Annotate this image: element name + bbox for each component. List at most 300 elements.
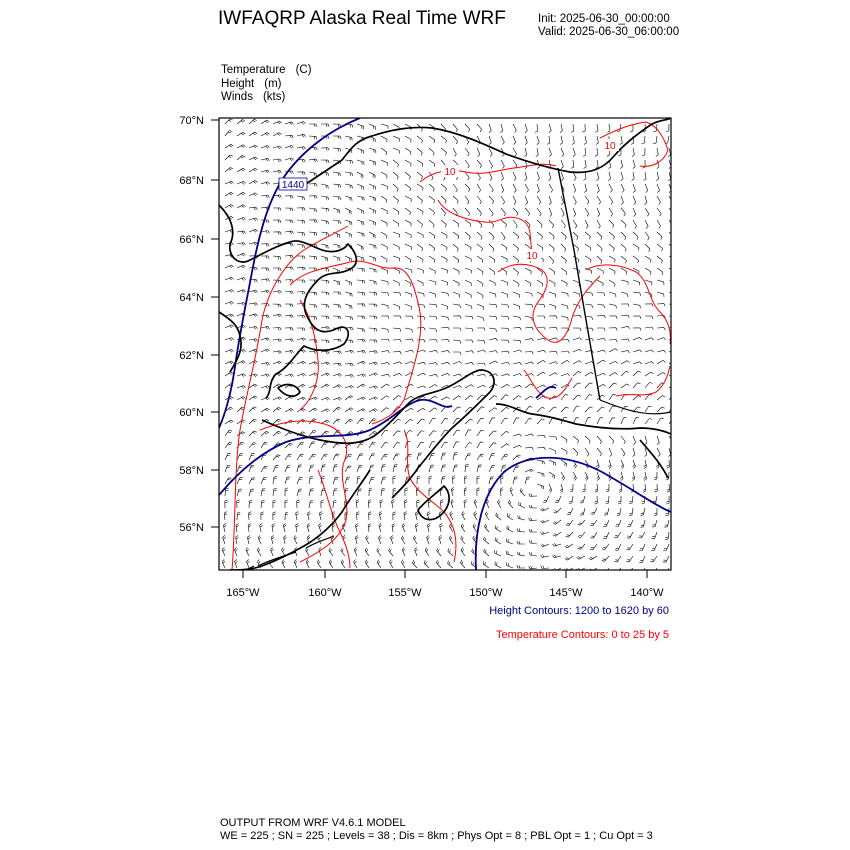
wind-barb xyxy=(369,232,375,238)
wind-barb xyxy=(369,328,377,331)
wind-barb xyxy=(357,397,366,400)
wind-barb xyxy=(429,408,437,412)
wind-barb xyxy=(369,220,376,225)
wind-barb xyxy=(489,443,496,448)
wind-barb xyxy=(405,256,411,263)
wind-barb xyxy=(225,144,233,148)
wind-barb xyxy=(441,292,449,296)
wind-barb xyxy=(369,148,376,153)
wind-barb xyxy=(525,469,534,472)
wind-barb xyxy=(285,443,293,448)
wind-barb xyxy=(465,328,473,331)
wind-barb xyxy=(309,124,317,127)
wind-barb xyxy=(633,160,635,169)
wind-barb xyxy=(489,477,494,484)
wind-barb xyxy=(477,407,484,412)
wind-barb xyxy=(652,532,657,539)
wind-barb xyxy=(477,476,480,484)
wind-barb xyxy=(513,292,520,298)
wind-barb xyxy=(596,136,599,145)
wind-barb xyxy=(517,541,525,544)
wind-barb xyxy=(309,430,316,436)
wind-barb xyxy=(377,548,381,556)
wind-barb xyxy=(309,196,317,199)
wind-barb xyxy=(642,160,645,168)
wind-barb xyxy=(561,256,566,263)
wind-barb xyxy=(429,385,437,389)
wind-barb xyxy=(583,148,586,156)
wind-barb xyxy=(655,484,658,492)
wind-barb xyxy=(485,512,489,520)
wind-barb xyxy=(345,184,352,188)
wind-barb xyxy=(561,244,566,252)
wind-barb xyxy=(357,384,365,388)
wind-barb xyxy=(273,328,281,331)
wind-barb xyxy=(417,340,425,343)
wind-barb xyxy=(441,268,448,273)
wind-barb xyxy=(489,124,491,133)
wind-barb xyxy=(441,256,447,262)
wind-barb xyxy=(345,172,353,176)
wind-barb xyxy=(553,508,561,513)
wind-barb xyxy=(429,208,435,215)
wind-barb xyxy=(644,172,647,180)
wind-barb xyxy=(643,484,646,492)
wind-barb xyxy=(453,430,460,436)
wind-barb xyxy=(345,304,352,309)
wind-barb xyxy=(501,256,507,262)
wind-barb xyxy=(381,196,387,203)
wind-barb xyxy=(668,448,670,457)
wind-barb xyxy=(261,478,267,485)
wind-barb xyxy=(285,350,294,353)
longitude-labels xyxy=(226,587,664,599)
wind-barb xyxy=(513,184,516,193)
wind-barb xyxy=(453,220,459,227)
wind-barb xyxy=(477,196,481,204)
wind-barb xyxy=(585,244,591,251)
wind-barb xyxy=(405,339,413,342)
wind-barb xyxy=(585,256,591,263)
wind-barb xyxy=(645,232,649,240)
wind-barb xyxy=(561,232,566,239)
wind-barb xyxy=(535,124,538,132)
wind-barb xyxy=(669,418,676,424)
wind-barb xyxy=(609,232,614,239)
wind-barb xyxy=(489,256,495,263)
wind-barb xyxy=(619,484,622,492)
wind-barb xyxy=(417,184,423,191)
wind-barb xyxy=(585,220,588,229)
wind-barb xyxy=(507,563,514,569)
wind-barb xyxy=(582,124,585,132)
wind-barb xyxy=(321,465,326,472)
wind-barb xyxy=(451,500,454,509)
wind-barb xyxy=(249,314,258,317)
wind-barb xyxy=(669,360,677,364)
wind-barb xyxy=(461,548,465,556)
wind-barb xyxy=(497,500,501,508)
wind-barb xyxy=(405,172,410,179)
wind-barb xyxy=(333,385,342,388)
wind-barb xyxy=(297,280,305,283)
wind-barb xyxy=(236,524,239,532)
wind-barb xyxy=(225,131,232,136)
wind-barb xyxy=(237,386,246,389)
wind-barb xyxy=(405,316,413,319)
wind-barb xyxy=(653,136,657,144)
coastline-kuskokwim xyxy=(219,312,241,372)
wind-barb xyxy=(405,244,411,250)
wind-barb xyxy=(537,338,546,340)
wind-barb xyxy=(429,304,437,308)
wind-barb xyxy=(357,418,364,424)
wind-barb xyxy=(453,442,459,448)
wind-barb xyxy=(465,172,469,180)
wind-barb xyxy=(249,181,257,185)
wind-barb xyxy=(237,278,246,281)
wind-barb xyxy=(633,220,637,228)
wind-barb xyxy=(609,316,617,319)
wind-barb xyxy=(597,172,599,181)
wind-barb xyxy=(333,477,338,484)
wind-barb xyxy=(345,232,352,237)
wind-barb xyxy=(549,292,556,297)
wind-barb xyxy=(436,560,441,568)
wind-barb xyxy=(633,196,636,205)
wind-barb xyxy=(225,302,234,305)
wind-barb xyxy=(225,192,233,196)
wind-barb xyxy=(603,532,609,538)
wind-barb xyxy=(597,256,602,264)
wind-barb xyxy=(357,196,364,201)
wind-barb xyxy=(633,436,636,445)
wind-barb xyxy=(525,304,533,308)
wind-barb xyxy=(333,136,341,139)
wind-barb xyxy=(525,184,529,192)
wind-barb xyxy=(297,419,305,424)
wind-barb xyxy=(536,148,539,157)
wind-barb xyxy=(537,460,545,464)
wind-barb xyxy=(381,136,387,142)
wind-barb xyxy=(560,136,563,145)
wind-barb xyxy=(405,396,413,400)
wind-barb xyxy=(508,500,513,508)
wind-barb xyxy=(501,136,504,144)
wind-barb xyxy=(393,268,399,274)
wind-barb xyxy=(453,340,461,344)
wind-barb xyxy=(453,328,461,331)
temperature-contour-note: Temperature Contours: 0 to 25 by 5 xyxy=(495,629,669,641)
wind-barb xyxy=(369,477,375,484)
wind-barb xyxy=(357,409,365,412)
wind-barb xyxy=(282,548,286,556)
wind-barb xyxy=(513,455,521,460)
wind-barb xyxy=(381,477,386,484)
wind-barb xyxy=(614,556,621,562)
wind-barb xyxy=(393,244,399,250)
wind-barb xyxy=(657,220,661,228)
wind-barb xyxy=(513,434,522,436)
wind-barb xyxy=(501,454,508,460)
wind-barb xyxy=(618,496,621,504)
wind-barb xyxy=(236,536,239,545)
wind-barb xyxy=(381,442,388,448)
wind-barb xyxy=(573,268,580,273)
wind-barb xyxy=(549,448,555,454)
wind-barb xyxy=(591,508,597,514)
wind-barb xyxy=(669,327,677,330)
temperature-contour xyxy=(438,200,536,258)
wind-barb xyxy=(429,220,434,228)
wind-barb xyxy=(621,268,627,275)
wind-barb xyxy=(513,244,518,251)
wind-barb xyxy=(261,290,270,293)
wind-barb xyxy=(389,560,393,568)
wind-barb xyxy=(561,208,564,217)
wind-barb xyxy=(297,315,305,318)
coastline-gulf xyxy=(496,404,671,434)
wind-barb xyxy=(249,290,258,293)
wind-barb xyxy=(452,476,455,484)
wind-barb xyxy=(333,208,340,213)
wind-barb xyxy=(237,500,240,508)
wind-barb xyxy=(621,292,628,297)
wind-barb xyxy=(402,524,405,533)
wind-barb xyxy=(627,532,633,538)
wind-barb xyxy=(257,548,261,556)
wind-barb xyxy=(357,361,366,364)
wind-barb xyxy=(666,124,669,132)
wind-barb xyxy=(465,160,469,168)
wind-barb xyxy=(309,465,314,472)
wind-barb xyxy=(285,122,294,125)
wind-barb xyxy=(585,395,592,401)
wind-barb xyxy=(237,397,245,401)
wind-barb xyxy=(441,362,450,364)
wind-barb xyxy=(345,375,354,378)
wind-barb xyxy=(489,148,492,157)
wind-barb xyxy=(657,292,664,297)
wind-barb xyxy=(645,220,648,229)
lat-label-58: 58°N xyxy=(179,465,204,477)
wind-barb xyxy=(477,374,486,376)
wind-barb xyxy=(425,548,429,556)
wind-barb xyxy=(429,280,436,285)
wind-barb xyxy=(285,512,288,520)
wind-barb xyxy=(453,386,462,389)
wind-barb xyxy=(369,488,372,496)
wind-barb xyxy=(525,434,534,436)
wind-barb xyxy=(319,512,322,521)
wind-barb xyxy=(529,505,537,508)
wind-barb xyxy=(424,560,429,568)
wind-barb xyxy=(597,360,605,364)
lon-label-140: 140°W xyxy=(630,587,664,599)
wind-barb xyxy=(249,374,258,377)
wind-barb xyxy=(609,448,612,457)
wind-barb xyxy=(333,184,341,188)
wind-barb xyxy=(225,465,230,472)
wind-barb xyxy=(234,548,237,557)
wind-barb xyxy=(357,350,366,353)
wind-barb xyxy=(596,460,599,469)
wind-barb xyxy=(393,340,401,343)
wind-barb xyxy=(297,267,305,270)
wind-barb xyxy=(489,316,497,320)
wind-barb xyxy=(633,362,642,364)
wind-barb xyxy=(540,532,549,535)
wind-barb xyxy=(429,465,434,472)
wind-barb xyxy=(477,184,481,192)
wind-barb xyxy=(501,160,504,168)
wind-barb xyxy=(656,148,659,157)
wind-barb xyxy=(415,548,418,557)
wind-barb xyxy=(357,280,365,283)
wind-barb xyxy=(595,124,598,132)
wind-barb xyxy=(525,280,531,287)
wind-barb xyxy=(297,220,305,223)
wind-barb xyxy=(621,220,626,228)
wind-barb xyxy=(297,397,306,400)
wind-barb xyxy=(453,196,458,204)
wind-barb xyxy=(441,453,446,460)
wind-barb xyxy=(489,172,492,181)
wind-barb xyxy=(597,220,600,228)
wind-barb xyxy=(273,512,276,520)
wind-barb xyxy=(669,349,678,352)
wind-barb xyxy=(477,232,482,240)
wind-barb xyxy=(633,328,641,331)
wind-barb xyxy=(621,304,629,307)
wind-barb xyxy=(249,465,254,472)
wind-barb xyxy=(249,407,257,412)
wind-barb xyxy=(656,172,658,181)
wind-barb xyxy=(537,172,540,181)
wind-barb xyxy=(644,472,647,481)
wind-barb xyxy=(609,394,616,400)
wind-barb xyxy=(477,385,486,388)
wind-barb xyxy=(441,477,445,484)
wind-barb xyxy=(333,339,341,342)
wind-barb xyxy=(333,304,341,308)
wind-barb xyxy=(496,513,501,520)
wind-barb xyxy=(393,419,401,424)
wind-barb xyxy=(404,500,407,508)
wind-barb xyxy=(309,385,318,388)
wind-barb xyxy=(591,532,598,538)
coastline-southeast xyxy=(640,440,668,478)
wind-barb xyxy=(549,362,558,364)
wind-barb xyxy=(273,431,281,436)
wind-barb xyxy=(453,316,461,319)
wind-barb xyxy=(273,466,279,472)
wind-barb xyxy=(333,419,341,424)
wind-barb xyxy=(417,196,422,203)
wind-barb xyxy=(413,536,417,544)
wind-barb xyxy=(489,454,495,460)
wind-barb xyxy=(237,145,246,148)
wind-barb xyxy=(525,292,532,297)
wind-barb xyxy=(273,407,281,412)
wind-barb xyxy=(393,396,401,401)
wind-barb xyxy=(249,512,252,520)
wind-barb xyxy=(501,244,507,251)
wind-barb xyxy=(477,363,485,366)
wind-barb xyxy=(429,418,436,424)
wind-barb xyxy=(345,466,352,472)
wind-barb xyxy=(261,500,265,508)
wind-barb xyxy=(417,148,422,155)
wind-barb xyxy=(501,316,509,320)
wind-barb xyxy=(529,552,537,556)
wind-barb xyxy=(473,524,477,532)
wind-barb xyxy=(285,409,293,413)
wind-barb xyxy=(392,500,395,509)
wind-barb xyxy=(237,361,245,364)
wind-barb xyxy=(260,524,263,533)
wind-barb xyxy=(285,466,291,473)
wind-barb xyxy=(453,407,461,412)
wind-barb xyxy=(368,500,371,508)
wind-barb xyxy=(369,196,376,201)
wind-barb xyxy=(381,430,388,436)
wind-barb xyxy=(657,396,665,400)
wind-barb xyxy=(297,232,305,236)
wind-barb xyxy=(453,148,456,156)
wind-barb xyxy=(549,280,555,287)
wind-barb xyxy=(453,184,457,192)
wind-barb xyxy=(465,419,473,424)
wind-barb xyxy=(524,148,526,157)
wind-barb xyxy=(297,465,302,472)
wind-barb xyxy=(381,384,389,388)
wind-barb xyxy=(633,304,640,308)
wind-barb xyxy=(249,384,257,388)
wind-barb xyxy=(477,148,480,157)
wind-barb xyxy=(585,208,589,216)
wind-barb xyxy=(381,160,387,166)
wind-barb xyxy=(309,304,317,308)
wind-barb xyxy=(561,268,567,275)
wind-barb xyxy=(501,476,504,484)
wind-barb xyxy=(261,466,268,472)
wind-barb xyxy=(477,124,482,132)
coastline-arctic xyxy=(303,118,671,186)
wind-barb xyxy=(297,147,306,150)
wind-barb xyxy=(513,136,516,145)
wind-barb xyxy=(465,208,470,216)
wind-barb xyxy=(606,496,609,504)
wind-barb xyxy=(489,136,491,145)
wind-barb xyxy=(549,256,554,264)
wind-barb xyxy=(537,304,545,308)
wind-barb xyxy=(513,396,521,400)
wind-barb xyxy=(429,196,435,203)
wind-barb xyxy=(549,304,556,309)
wind-barb xyxy=(573,328,581,331)
wind-barb xyxy=(495,550,501,556)
wind-barb xyxy=(489,328,497,332)
wind-barb xyxy=(297,134,306,137)
wind-barb xyxy=(652,520,657,527)
wind-barb xyxy=(602,568,609,574)
wind-barb xyxy=(237,192,245,196)
wind-barb xyxy=(645,208,649,216)
wind-barb xyxy=(465,316,473,319)
wind-barb xyxy=(477,488,480,496)
wind-barb xyxy=(632,472,635,481)
